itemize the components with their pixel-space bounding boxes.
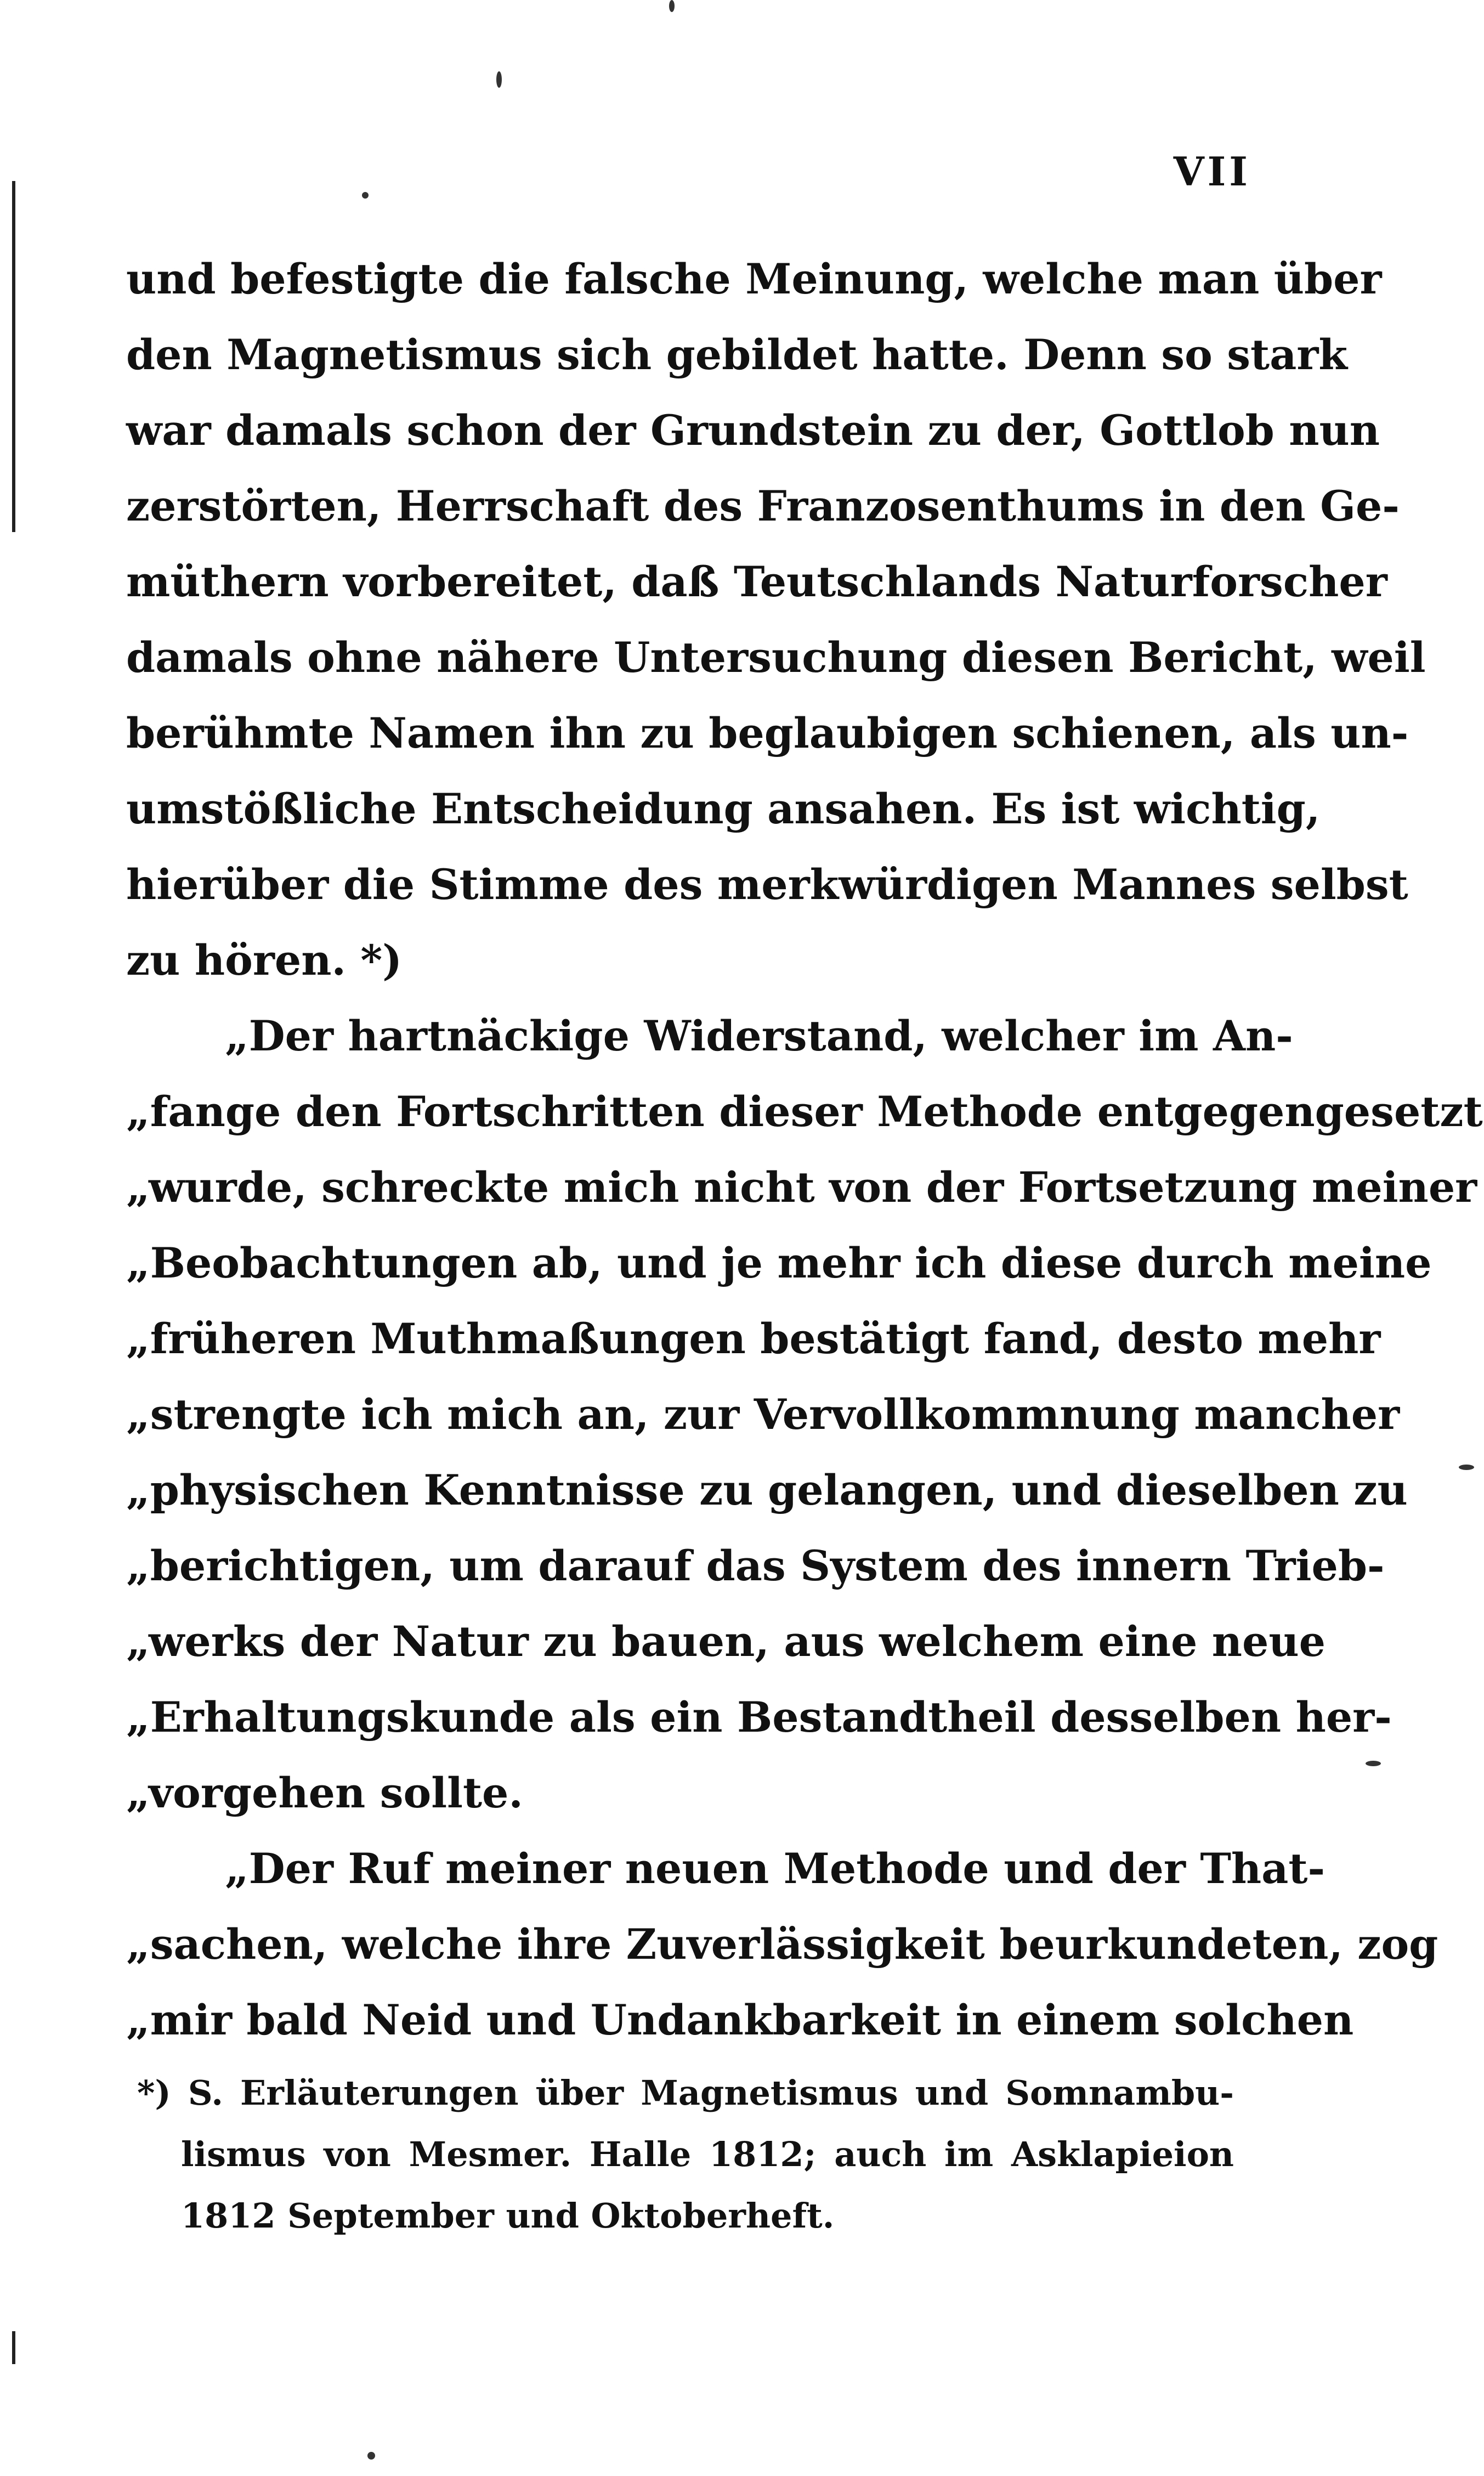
footnote-line: lismus von Mesmer. Halle 1812; auch im Asklapieion xyxy=(181,2134,1234,2174)
body-text xyxy=(126,241,1483,2058)
text-line: „sachen, welche ihre Zuverlässigkeit beurkundeten, zog xyxy=(126,1920,1438,1969)
text-line: „berichtigen, um darauf das System des innern Trieb- xyxy=(126,1541,1385,1590)
text-line: umstößliche Entscheidung ansahen. Es ist wichtig, xyxy=(126,784,1321,833)
text-line: „werks der Natur zu bauen, aus welchem eine neue xyxy=(126,1617,1326,1666)
text-line: und befestigte die falsche Meinung, welche man über xyxy=(126,255,1382,303)
text-line: „Der hartnäckige Widerstand, welcher im An- xyxy=(225,1011,1293,1060)
text-line: zu hören. *) xyxy=(126,936,403,985)
scan-speck xyxy=(367,2452,375,2460)
text-line: „früheren Muthmaßungen bestätigt fand, desto mehr xyxy=(126,1314,1381,1363)
text-line: berühmte Namen ihn zu beglaubigen schienen, als un- xyxy=(126,709,1409,758)
scan-speck xyxy=(362,192,369,199)
text-line: „mir bald Neid und Undankbarkeit in einem solchen xyxy=(126,1996,1354,2044)
text-line: „Beobachtungen ab, und je mehr ich diese durch meine xyxy=(126,1239,1432,1287)
text-line: „vorgehen sollte. xyxy=(126,1768,523,1817)
footnote-line: *) S. Erläuterungen über Magnetismus und Somnambu- xyxy=(137,2073,1234,2113)
text-line: „Erhaltungskunde als ein Bestandtheil desselben her- xyxy=(126,1693,1392,1742)
text-line: „wurde, schreckte mich nicht von der Fortsetzung meiner xyxy=(126,1163,1477,1212)
text-line: war damals schon der Grundstein zu der, Gottlob nun xyxy=(126,406,1380,455)
scan-speck xyxy=(1366,1761,1381,1766)
text-line: „strengte ich mich an, zur Vervollkommnung mancher xyxy=(126,1390,1400,1439)
scan-speck xyxy=(669,0,675,12)
page-number: VII xyxy=(1173,148,1251,195)
left-margin-rule xyxy=(12,181,15,532)
text-line: „Der Ruf meiner neuen Methode und der That- xyxy=(225,1844,1326,1893)
text-line: zerstörten, Herrschaft des Franzosenthums in den Ge- xyxy=(126,482,1400,530)
scan-speck xyxy=(496,71,502,88)
paragraph xyxy=(126,241,1426,998)
paragraph-quote xyxy=(126,1831,1438,2058)
left-margin-rule-lower xyxy=(12,2331,15,2364)
text-line: damals ohne nähere Untersuchung diesen Bericht, weil xyxy=(126,633,1426,682)
text-line: „physischen Kenntnisse zu gelangen, und dieselben zu xyxy=(126,1466,1408,1514)
footnote xyxy=(137,2062,1234,2247)
paragraph-quote xyxy=(126,998,1483,1831)
text-line: müthern vorbereitet, daß Teutschlands Naturforscher xyxy=(126,557,1387,606)
text-line: hierüber die Stimme des merkwürdigen Mannes selbst xyxy=(126,860,1408,909)
scan-speck xyxy=(1459,1465,1474,1470)
text-line: „fange den Fortschritten dieser Methode entgegengesetzt xyxy=(126,1087,1483,1136)
text-line: den Magnetismus sich gebildet hatte. Denn so stark xyxy=(126,330,1348,379)
footnote-line: 1812 September und Oktoberheft. xyxy=(181,2196,835,2236)
